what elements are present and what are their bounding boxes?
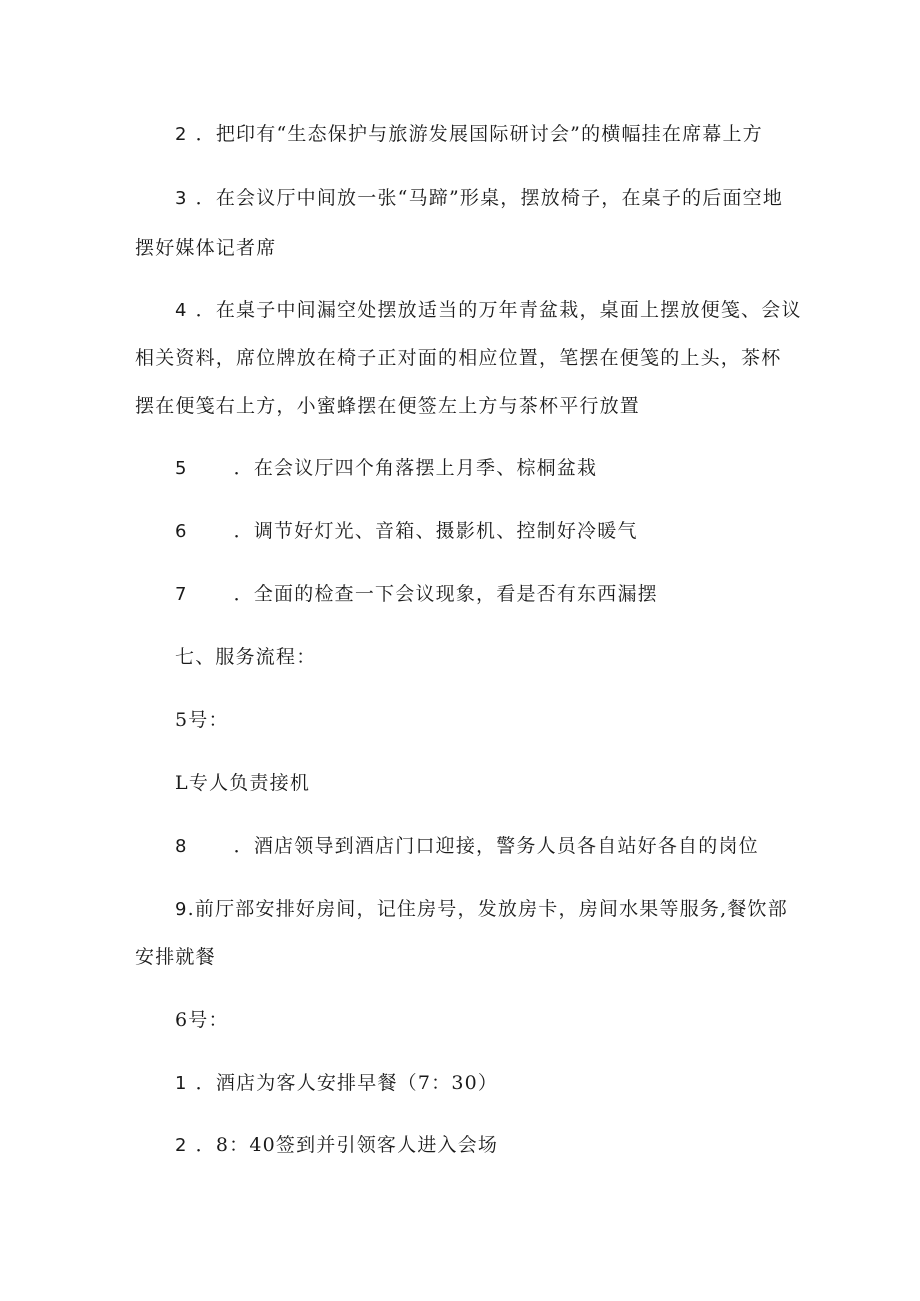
item-text: ．把印有“生态保护与旅游发展国际研讨会”的横幅挂在席幕上方 xyxy=(195,123,763,145)
paragraph-item-4 xyxy=(175,298,802,323)
paragraph-item-9 xyxy=(175,897,788,922)
item-text: .前厅部安排好房间，记住房号，发放房卡，房间水果等服务,餐饮部 xyxy=(187,898,788,920)
item-number: 9 xyxy=(175,899,188,920)
paragraph-continuation: 摆在便笺右上方，小蜜蜂摆在便签左上方与茶杯平行放置 xyxy=(135,395,641,417)
item-text: ．调节好灯光、音箱、摄影机、控制好冷暖气 xyxy=(233,520,638,542)
paragraph-continuation: 安排就餐 xyxy=(135,946,216,968)
section-heading: 七、服务流程： xyxy=(175,646,317,668)
item-number: 8 xyxy=(175,836,188,857)
paragraph-item-5 xyxy=(175,456,597,481)
paragraph-item-3 xyxy=(175,186,783,211)
item-number: 7 xyxy=(175,584,188,605)
item-number: 1 xyxy=(175,1073,188,1094)
item-number: 3 xyxy=(175,188,188,209)
day-label-6: 6号： xyxy=(175,1009,229,1031)
paragraph-item-6 xyxy=(175,519,638,544)
item-text: ．酒店为客人安排早餐（7：30） xyxy=(195,1072,499,1094)
paragraph-continuation: 相关资料，席位牌放在椅子正对面的相应位置，笔摆在便笺的上头，茶杯 xyxy=(135,347,782,369)
item-text: ．在会议厅四个角落摆上月季、棕桐盆栽 xyxy=(233,457,598,479)
item-number: 4 xyxy=(175,300,188,321)
paragraph-item-7 xyxy=(175,582,658,607)
item-text: ．酒店领导到酒店门口迎接，警务人员各自站好各自的岗位 xyxy=(233,835,759,857)
item-number: 2 xyxy=(175,1135,188,1156)
item-number: 6 xyxy=(175,521,188,542)
item-number: 5 xyxy=(175,458,188,479)
paragraph-day6-item-2 xyxy=(175,1133,498,1158)
item-text: ．8：40签到并引领客人进入会场 xyxy=(195,1134,499,1156)
paragraph-item-l: L专人负责接机 xyxy=(175,772,311,794)
item-text: ．在会议厅中间放一张“马蹄”形桌，摆放椅子，在桌子的后面空地 xyxy=(195,187,784,209)
paragraph-item-8 xyxy=(175,834,759,859)
item-number: 2 xyxy=(175,124,188,145)
item-text: ．在桌子中间漏空处摆放适当的万年青盆栽，桌面上摆放便笺、会议 xyxy=(195,299,802,321)
paragraph-day6-item-1 xyxy=(175,1071,498,1096)
item-text: ．全面的检查一下会议现象，看是否有东西漏摆 xyxy=(233,583,658,605)
paragraph-item-2 xyxy=(175,122,763,147)
paragraph-continuation: 摆好媒体记者席 xyxy=(135,237,277,259)
day-label-5: 5号： xyxy=(175,709,229,731)
